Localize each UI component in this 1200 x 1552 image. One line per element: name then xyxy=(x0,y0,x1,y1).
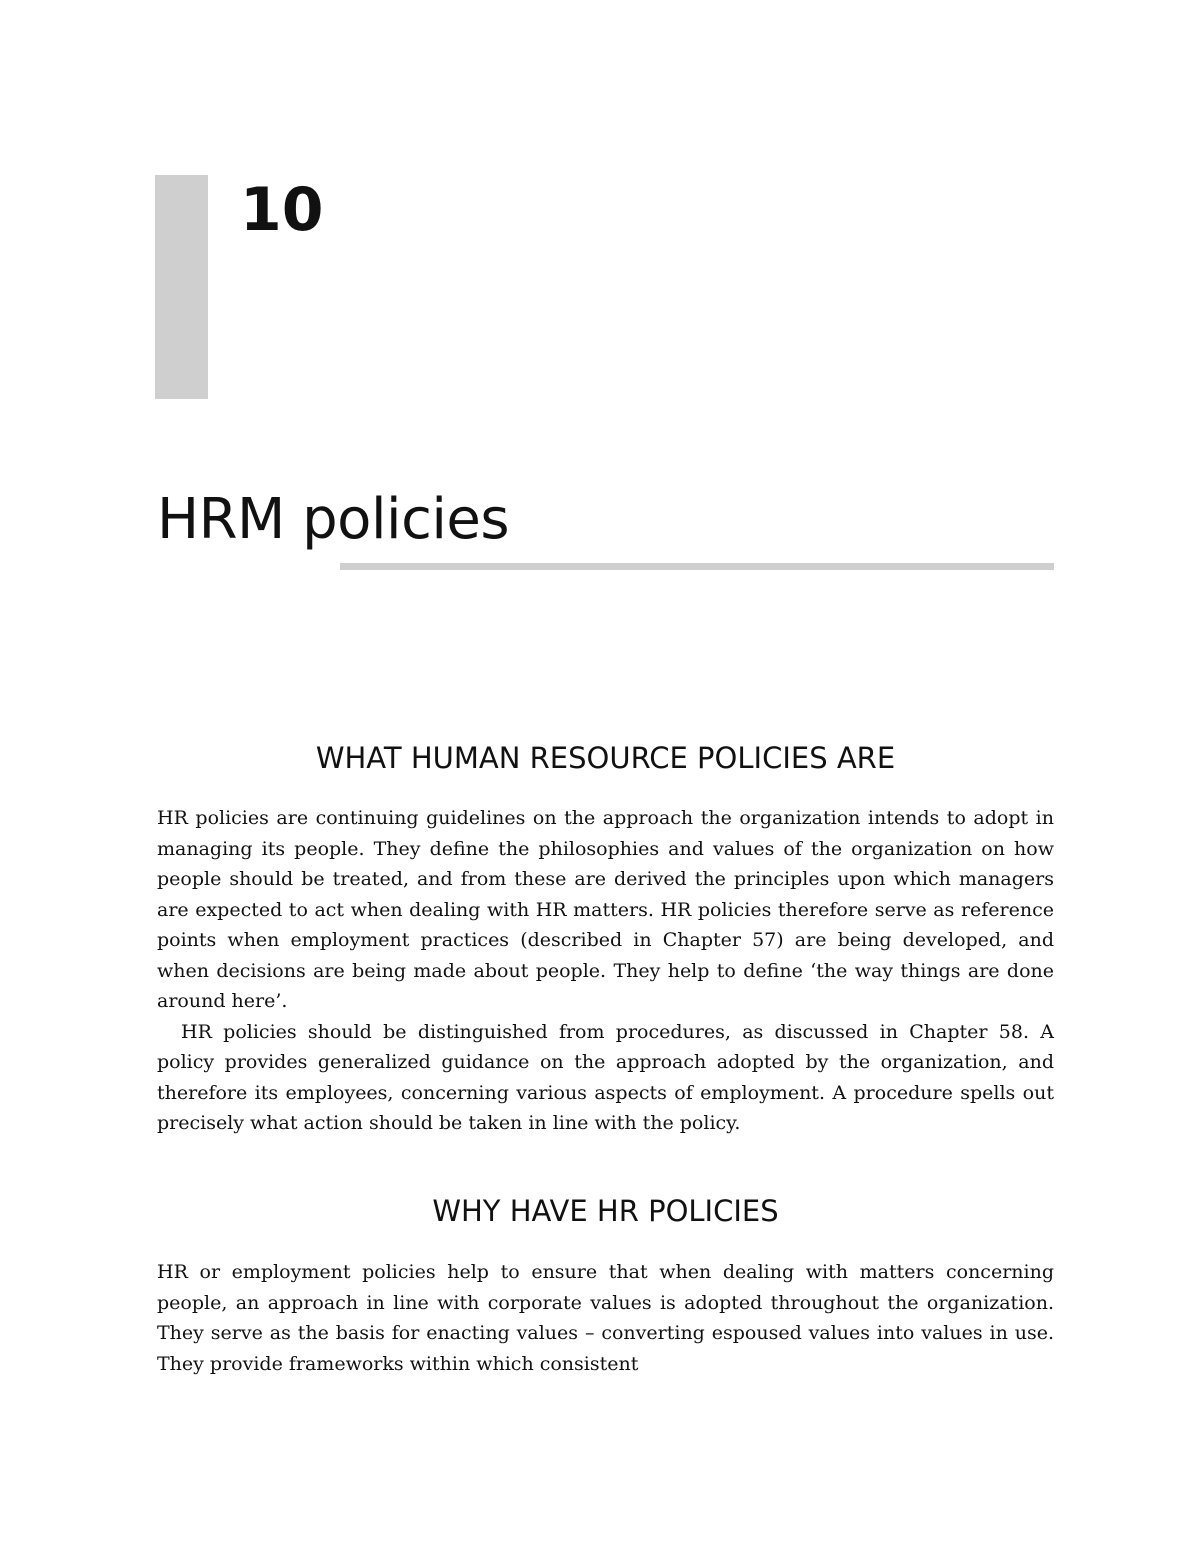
paragraph: HR policies are continuing guidelines on the approach the organization intends to adopt in managing its people. They define the philosophies and values of the organization on how people should be treated, and from these are derived the principles upon which managers are expected to act when dealing with HR matters. HR policies therefore serve as reference points when employment practices (described in Chapter 57) are being developed, and when decisions are being made about people. They help to define ‘the way things are done around here’. xyxy=(157,807,1054,1012)
section-body-what-are xyxy=(157,803,1054,1139)
section-body-why-have xyxy=(157,1257,1054,1379)
paragraph: HR policies should be distinguished from procedures, as discussed in Chapter 58. A policy provides generalized guidance on the approach adopted by the organization, and therefore its employees, concerning various aspects of employment. A procedure spells out precisely what action should be taken in line with the policy. xyxy=(157,1020,1054,1134)
title-rule xyxy=(340,563,1054,570)
chapter-title: HRM policies xyxy=(157,487,510,552)
section-heading-what-are: WHAT HUMAN RESOURCE POLICIES ARE xyxy=(315,741,896,775)
chapter-marker-bar xyxy=(155,175,208,399)
chapter-number: 10 xyxy=(240,175,324,245)
section-heading-why-have: WHY HAVE HR POLICIES xyxy=(432,1194,779,1228)
paragraph: HR or employment policies help to ensure that when dealing with matters concerning people, an approach in line with corporate values is adopted throughout the organization. They serve as the basis for enacting values – converting espoused values into values in use. They provide frameworks within which consistent xyxy=(157,1261,1054,1375)
